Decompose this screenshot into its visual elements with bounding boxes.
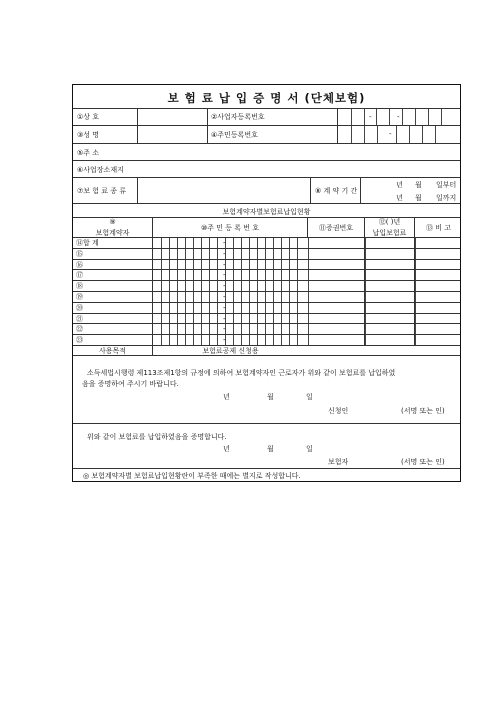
policy-no-header: ⑪증권번호	[308, 218, 365, 237]
row-label: ⑮	[73, 249, 153, 259]
remarks-cell[interactable]	[415, 303, 462, 313]
title-row	[73, 85, 460, 109]
request-day: 일	[306, 393, 313, 401]
business-reg-dash-1: -	[369, 113, 372, 121]
row-label: ⑱	[73, 281, 153, 291]
footnote: ◎ 보험계약자별 보험료납입현황란이 부족한 때에는 별지로 작성합니다.	[83, 472, 301, 480]
premium-cell[interactable]	[365, 270, 415, 280]
period-from-year: 년	[396, 181, 403, 189]
resident-no-dash: -	[223, 271, 226, 280]
address-label: ⑤주 소	[77, 149, 100, 157]
table-row	[73, 314, 460, 325]
name-label: ③성 명	[73, 126, 138, 143]
request-text-line1: 소득세법시행령 제113조제1항의 규정에 의하여 보험계약자인 근로자가 위와 같이 보험료를 납입하였	[87, 369, 396, 377]
policy-no-cell[interactable]	[308, 270, 365, 280]
row-insurance-type	[73, 178, 460, 204]
premium-cell[interactable]	[365, 281, 415, 291]
applicant-label: 신청인	[328, 407, 349, 415]
row-name	[73, 126, 460, 144]
remarks-cell[interactable]	[415, 249, 462, 259]
resident-no-dash: -	[223, 239, 226, 247]
policy-no-cell[interactable]	[308, 324, 365, 334]
resident-no-header: ⑩주 민 등 록 번 호	[153, 218, 308, 237]
table-header-row	[73, 218, 460, 238]
premium-cell[interactable]	[365, 335, 415, 345]
remarks-cell[interactable]	[415, 314, 462, 324]
insurer-sign: (서명 또는 인)	[401, 458, 445, 466]
section-title-row	[73, 204, 460, 218]
period-to-year: 년	[396, 194, 403, 202]
policy-no-cell[interactable]	[308, 281, 365, 291]
row-label: ⑭합 계	[73, 238, 153, 248]
premium-cell[interactable]	[365, 260, 415, 270]
resident-no-dash: -	[223, 325, 226, 334]
row-label: ㉑	[73, 314, 153, 324]
policy-no-cell[interactable]	[308, 335, 365, 345]
request-year: 년	[223, 393, 230, 401]
insurance-type-value[interactable]	[138, 178, 311, 203]
row-label: ㉒	[73, 324, 153, 334]
table-row	[73, 238, 460, 249]
certify-day: 일	[306, 445, 313, 453]
footnote-row	[73, 469, 460, 481]
resident-no-dash: -	[223, 314, 226, 323]
policy-no-cell[interactable]	[308, 292, 365, 302]
certify-section	[73, 424, 460, 469]
row-label: ⑳	[73, 303, 153, 313]
purpose-value: 보험료공제 신청용	[202, 346, 259, 355]
premium-cell[interactable]	[365, 238, 415, 248]
remarks-cell[interactable]	[415, 270, 462, 280]
premium-cell[interactable]	[365, 314, 415, 324]
contractor-header-label: 보험계약자	[95, 228, 130, 237]
table-row	[73, 260, 460, 271]
workplace-label: ⑥사업장소재지	[77, 166, 124, 174]
resident-reg-dash: -	[389, 130, 392, 138]
table-row	[73, 249, 460, 260]
policy-no-cell[interactable]	[308, 249, 365, 259]
business-reg-no-label: ②사업자등록번호	[208, 109, 338, 125]
certify-year: 년	[223, 445, 230, 453]
resident-reg-no-label: ④주민등록번호	[208, 126, 338, 143]
row-label: ⑰	[73, 270, 153, 280]
contractor-header-num: ⑨	[109, 218, 116, 227]
period-from-day: 일부터	[436, 181, 457, 189]
premium-cell[interactable]	[365, 324, 415, 334]
row-address	[73, 144, 460, 161]
table-row	[73, 303, 460, 314]
resident-no-dash: -	[223, 303, 226, 312]
row-label: ⑲	[73, 292, 153, 302]
row-workplace	[73, 161, 460, 178]
remarks-cell[interactable]	[415, 260, 462, 270]
business-name-label: ①상 호	[73, 109, 138, 125]
row-label: ㉓	[73, 335, 153, 345]
certify-month: 월	[267, 445, 274, 453]
policy-no-cell[interactable]	[308, 260, 365, 270]
insurance-payment-certificate-form	[72, 84, 461, 482]
period-to-day: 일까지	[436, 194, 457, 202]
request-month: 월	[267, 393, 274, 401]
business-reg-dash-2: -	[397, 113, 400, 121]
name-value[interactable]	[138, 126, 208, 143]
certify-text: 위와 같이 보험료를 납입하였음을 증명합니다.	[87, 433, 227, 441]
table-row	[73, 281, 460, 292]
table-row	[73, 324, 460, 335]
period-to-month: 월	[415, 194, 422, 202]
remarks-cell[interactable]	[415, 292, 462, 302]
premium-cell[interactable]	[365, 292, 415, 302]
contract-period-label: ⑧ 계 약 기 간	[311, 178, 361, 203]
premium-cell[interactable]	[365, 303, 415, 313]
period-from-month: 월	[415, 181, 422, 189]
resident-no-dash: -	[223, 293, 226, 301]
policy-no-cell[interactable]	[308, 314, 365, 324]
table-row	[73, 270, 460, 281]
row-label: ⑯	[73, 260, 153, 270]
resident-no-dash: -	[223, 282, 226, 291]
contractor-header	[73, 218, 153, 237]
table-row	[73, 335, 460, 346]
premium-header	[365, 218, 415, 237]
business-name-value[interactable]	[138, 109, 208, 125]
row-business-name	[73, 109, 460, 126]
policy-no-cell[interactable]	[308, 303, 365, 313]
applicant-sign: (서명 또는 인)	[401, 407, 445, 415]
insurance-type-label: ⑦보 험 료 종 류	[73, 178, 138, 203]
policy-no-cell[interactable]	[308, 238, 365, 248]
form-title: 보 험 료 납 입 증 명 서 (단체보험)	[167, 91, 366, 105]
resident-no-dash: -	[223, 260, 226, 269]
table-row	[73, 292, 460, 303]
premium-cell[interactable]	[365, 249, 415, 259]
purpose-row	[73, 346, 460, 356]
remarks-cell[interactable]	[415, 238, 462, 248]
section-title: 보험계약자별보험료납입현황	[222, 208, 311, 216]
remarks-header: ⑬ 비 고	[426, 223, 451, 232]
resident-no-dash: -	[223, 249, 226, 258]
insurer-label: 보험자	[328, 458, 349, 466]
remarks-cell[interactable]	[415, 324, 462, 334]
request-text-line2: 음을 증명하여 주시기 바랍니다.	[82, 380, 179, 388]
premium-header-year: ⑫( )년	[378, 218, 401, 227]
resident-no-dash: -	[223, 336, 226, 345]
remarks-cell[interactable]	[415, 281, 462, 291]
remarks-cell[interactable]	[415, 335, 462, 345]
premium-header-label: 납입보험료	[372, 228, 407, 237]
request-section	[73, 356, 460, 424]
purpose-label: 사용목적	[73, 346, 153, 355]
